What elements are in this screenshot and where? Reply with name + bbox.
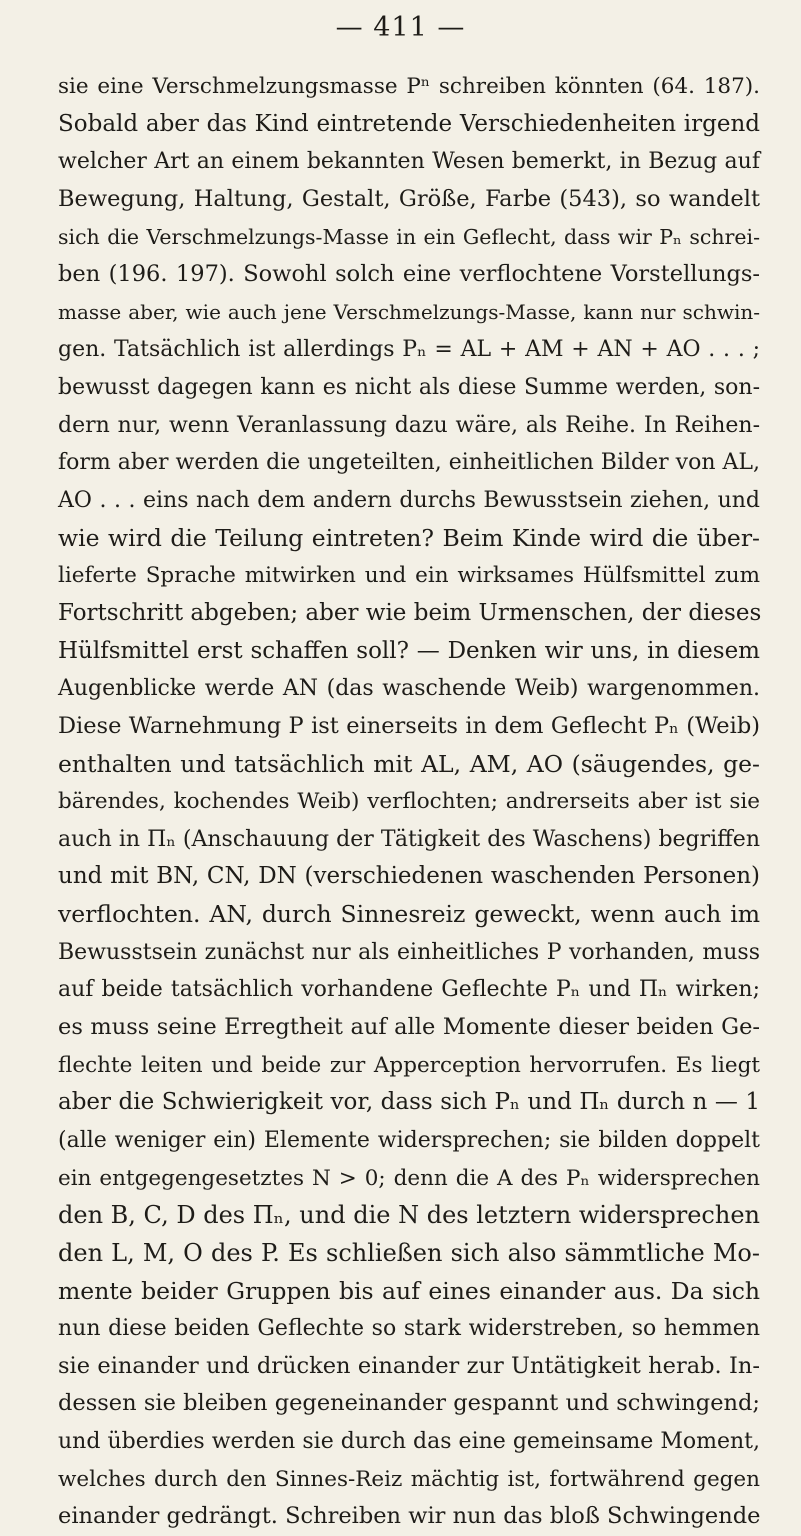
text-line: form aber werden die ungeteilten, einheitlichen Bilder von AL, [58,450,760,476]
body-text [58,68,760,1536]
text-line: aber die Schwierigkeit vor, dass sich Pₙ und Πₙ durch n — 1 [58,1089,760,1116]
text-line: Bewegung, Haltung, Gestalt, Größe, Farbe (543), so wandelt [58,185,760,212]
text-line: verflochten. AN, durch Sinnesreiz geweckt, wenn auch im [58,900,760,929]
text-line: sich die Verschmelzungs-Masse in ein Geflecht, dass wir Pₙ schrei- [58,224,760,249]
text-line: einander gedrängt. Schreiben wir nun das bloß Schwingende [58,1503,761,1530]
text-line: welcher Art an einem bekannten Wesen bemerkt, in Bezug auf [58,149,760,175]
text-line: auf beide tatsächlich vorhandene Geflechte Pₙ und Πₙ wirken; [58,977,760,1003]
text-line: Bewusstsein zunächst nur als einheitliches P vorhanden, muss [58,939,760,965]
text-line: nun diese beiden Geflechte so stark widerstreben, so hemmen [58,1316,760,1342]
text-line: wie wird die Teilung eintreten? Beim Kinde wird die über- [58,523,760,552]
text-line: ein entgegengesetztes N > 0; denn die A des Pₙ widersprechen [58,1165,760,1191]
text-line: bärendes, kochendes Weib) verflochten; andrerseits aber ist sie [58,789,760,815]
text-line: dessen sie bleiben gegeneinander gespannt und schwingend; [58,1390,760,1417]
text-line: und mit BN, CN, DN (verschiedenen waschenden Personen) [58,863,760,890]
text-line: enthalten und tatsächlich mit AL, AM, AO (säugendes, ge- [58,749,760,778]
text-line: mente beider Gruppen bis auf eines einander aus. Da sich [58,1276,760,1305]
text-line: ben (196. 197). Sowohl solch eine verflochtene Vorstellungs- [58,261,760,288]
text-line: dern nur, wenn Veranlassung dazu wäre, als Reihe. In Reihen- [58,412,760,438]
text-line: AO . . . eins nach dem andern durchs Bewusstsein ziehen, und [58,488,760,514]
text-line: den B, C, D des Πₙ, und die N des letztern widersprechen [58,1201,760,1230]
text-line: auch in Πₙ (Anschauung der Tätigkeit des Waschens) begriffen [58,826,760,852]
text-line: Sobald aber das Kind eintretende Verschiedenheiten irgend [58,110,760,137]
page-number: — 411 — [335,12,466,43]
text-line: Fortschritt abgeben; aber wie beim Urmenschen, der dieses [58,599,762,626]
text-line: bewusst dagegen kann es nicht als diese Summe werden, son- [58,375,760,401]
text-line: welches durch den Sinnes-Reiz mächtig ist, fortwährend gegen [58,1466,760,1492]
text-line: masse aber, wie auch jene Verschmelzungs-Masse, kann nur schwin- [58,299,760,324]
text-line: Diese Warnehmung P ist einerseits in dem Geflecht Pₙ (Weib) [58,712,760,739]
text-line: Hülfsmittel erst schaffen soll? — Denken wir uns, in diesem [58,637,760,664]
text-line: und überdies werden sie durch das eine gemeinsame Moment, [58,1429,760,1455]
text-line: lieferte Sprache mitwirken und ein wirksames Hülfsmittel zum [58,563,760,589]
text-line: den L, M, O des P. Es schließen sich also sämmtliche Mo- [58,1238,760,1267]
text-line: sie einander und drücken einander zur Untätigkeit herab. In- [58,1352,760,1379]
text-line: es muss seine Erregtheit auf alle Momente dieser beiden Ge- [58,1014,760,1041]
text-line: flechte leiten und beide zur Apperception hervorrufen. Es liegt [58,1052,760,1078]
text-line: gen. Tatsächlich ist allerdings Pₙ = AL + AM + AN + AO . . . ; [58,337,760,363]
text-line: sie eine Verschmelzungsmasse Pⁿ schreiben könnten (64. 187). [58,74,760,99]
text-line: (alle weniger ein) Elemente widersprechen; sie bilden doppelt [58,1127,760,1153]
text-line: Augenblicke werde AN (das waschende Weib) wargenommen. [58,676,760,702]
